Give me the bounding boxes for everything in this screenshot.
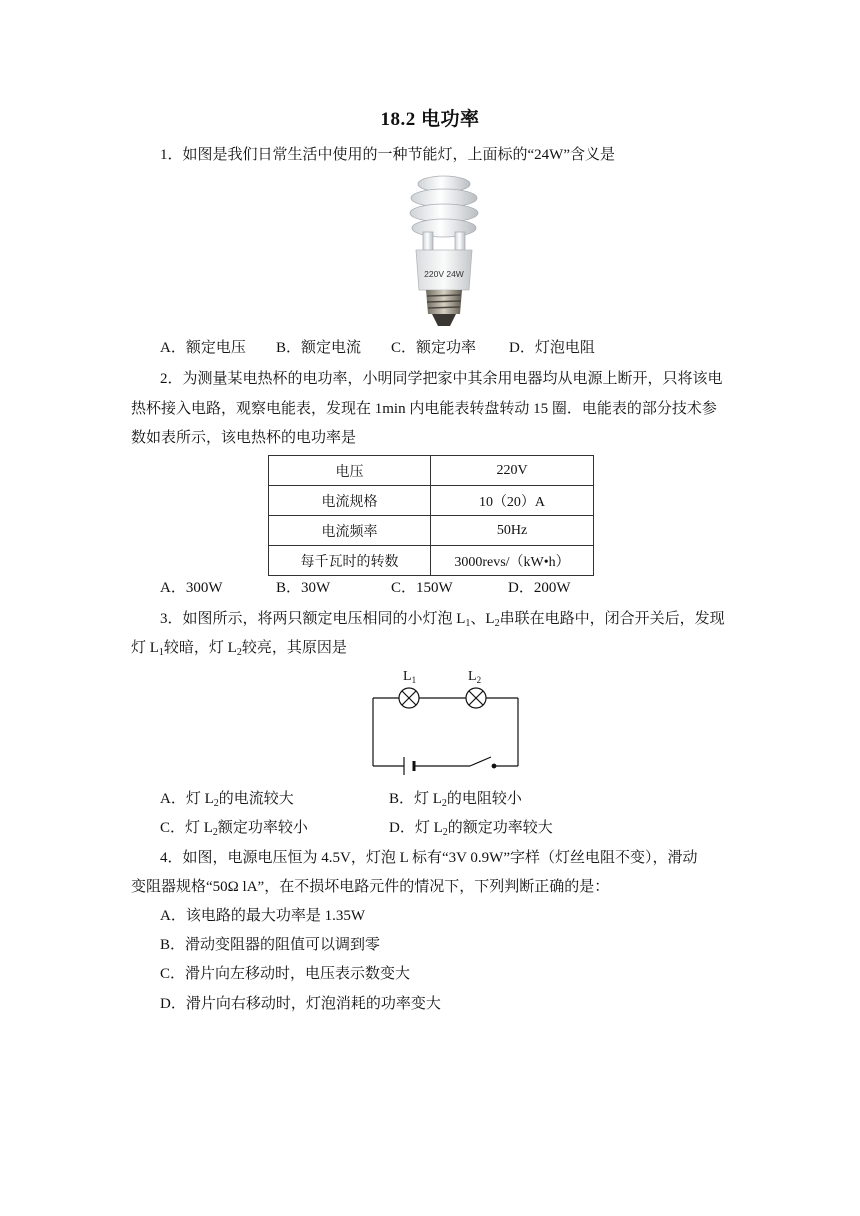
q4-option-a: A．该电路的最大功率是 1.35W — [160, 908, 365, 924]
subscript-2: 2 — [494, 618, 500, 629]
q1-option-a: A．额定电压 — [160, 340, 246, 356]
subscript-2: 2 — [236, 647, 242, 658]
q3-option-d: D．灯 $L_2$的额定功率较大 — [389, 820, 553, 838]
q3-line-2-part-a: 灯 L — [131, 640, 159, 656]
table-row — [269, 486, 594, 516]
bulb-label: 220V 24W — [424, 269, 464, 279]
table-cell-key: 电流频率 — [269, 516, 431, 546]
q2-line-2: 热杯接入电路，观察电能表，发现在 1min 内电能表转盘转动 15 圈．电能表的部分技术参 — [131, 401, 717, 417]
q3-option-c: C．灯 $L_2$额定功率较小 — [160, 820, 308, 838]
q4-line-1: 4．如图，电源电压恒为 4.5V，灯泡 L 标有“3V 0.9W”字样（灯丝电阻不变），滑动 — [160, 850, 698, 866]
q2-option-a: A．300W — [160, 580, 223, 596]
q1-option-d: D．灯泡电阻 — [509, 340, 595, 356]
q2-option-d: D．200W — [508, 580, 571, 596]
table-cell-value: 10（20）A — [431, 486, 594, 516]
meter-spec-table — [268, 455, 594, 576]
table-cell-value: 220V — [431, 456, 594, 486]
table-cell-value: 3000revs/（kW•h） — [431, 546, 594, 576]
lamp-l2-label: $L_2$ — [468, 669, 482, 685]
table-row — [269, 546, 594, 576]
q3-option-a: A．灯 $L_2$的电流较大 — [160, 791, 294, 809]
table-row — [269, 456, 594, 486]
table-cell-key: 电压 — [269, 456, 431, 486]
q4-option-d: D．滑片向右移动时，灯泡消耗的功率变大 — [160, 996, 441, 1012]
energy-saving-bulb-image — [402, 174, 486, 330]
table-cell-key: 每千瓦时的转数 — [269, 546, 431, 576]
q3-line-1 — [160, 609, 725, 629]
q1-option-c: C．额定功率 — [391, 340, 477, 356]
q1-option-b: B．额定电流 — [276, 340, 362, 356]
q3-option-b: B．灯 $L_2$的电阻较小 — [389, 791, 522, 809]
series-circuit-diagram — [364, 664, 530, 782]
q4-option-c: C．滑片向左移动时，电压表示数变大 — [160, 966, 411, 982]
subscript-1: 1 — [158, 647, 164, 658]
q3-line-2 — [131, 638, 347, 658]
q2-line-1: 2．为测量某电热杯的电功率，小明同学把家中其余用电器均从电源上断开，只将该电 — [160, 371, 723, 387]
subscript-1: 1 — [465, 618, 471, 629]
q4-option-b: B．滑动变阻器的阻值可以调到零 — [160, 937, 381, 953]
q1-stem: 1．如图是我们日常生活中使用的一种节能灯，上面标的“24W”含义是 — [160, 147, 615, 163]
q2-line-3: 数如表所示，该电热杯的电功率是 — [131, 430, 357, 446]
table-row — [269, 516, 594, 546]
table-cell-key: 电流规格 — [269, 486, 431, 516]
q3-line-2-part-b: 较暗，灯 L — [163, 640, 237, 656]
page-title: 18.2 电功率 — [380, 109, 480, 130]
lamp-l1-label: $L_1$ — [403, 669, 417, 685]
q3-line-1-part-c: 串联在电路中，闭合开关后，发现 — [499, 611, 725, 627]
table-cell-value: 50Hz — [431, 516, 594, 546]
q3-line-1-part-b: 、L — [470, 611, 495, 627]
q4-line-2: 变阻器规格“50Ω lA”，在不损坏电路元件的情况下，下列判断正确的是： — [131, 879, 610, 895]
q3-line-2-part-c: 较亮，其原因是 — [241, 640, 347, 656]
q2-option-c: C．150W — [391, 580, 453, 596]
q2-option-b: B．30W — [276, 580, 331, 596]
q3-line-1-part-a: 3．如图所示，将两只额定电压相同的小灯泡 L — [160, 611, 466, 627]
